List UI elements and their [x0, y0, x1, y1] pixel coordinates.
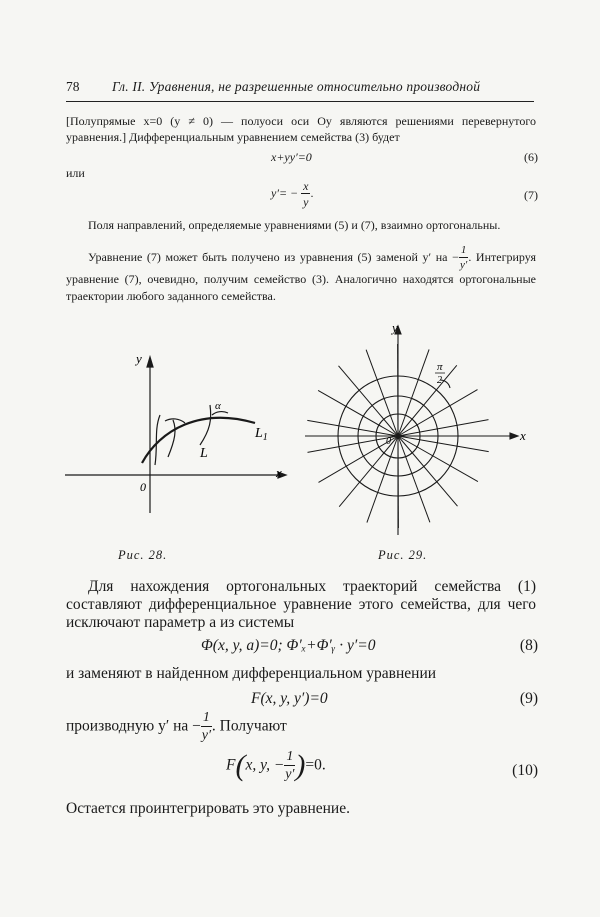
- running-title: Гл. II. Уравнения, не разрешенные относительно производной: [112, 79, 481, 94]
- equation-8-expression: Φ(x, y, a)=0; Φ′ₓ+Φ′ᵧ · y′=0: [201, 637, 376, 654]
- fig29-ray: [366, 350, 398, 436]
- fig29-ray: [398, 365, 457, 436]
- equation-7-numerator: x: [303, 179, 309, 193]
- fig29-angle-numerator: π: [437, 361, 443, 373]
- fig28-traj-2: [168, 420, 175, 457]
- fig29-origin-label: 0: [386, 436, 391, 447]
- equation-7-lhs: y′= −: [271, 185, 299, 200]
- running-header: [66, 79, 534, 101]
- figure-28: [60, 345, 290, 520]
- page-number: 78: [66, 79, 80, 94]
- paragraph-equation-7: Уравнение (7) может быть получено из уравнения (5) заменой y′ на − $\frac{1}{y'}$ . Интегрируя уравнение (7), очевидно, получим семейство (3). Аналогично находятся ортогональные траектории любого заданного семейства.: [66, 244, 536, 303]
- figure-29-caption: Рис. 29.: [378, 548, 428, 562]
- equation-7: [66, 180, 538, 210]
- equation-7-period: .: [310, 185, 314, 200]
- figure-29: [300, 320, 535, 545]
- fig28-curve-L1: [142, 418, 255, 463]
- or-word: или: [66, 166, 85, 180]
- paragraph-replace: и заменяют в найденном дифференциальном уравнении: [66, 665, 437, 682]
- equation-7-number: (7): [524, 188, 538, 202]
- fig28-angle-arc-2: [212, 412, 228, 415]
- final-sentence: Остается проинтегрировать это уравнение.: [66, 800, 350, 817]
- fig28-angle-arc-1: [165, 419, 185, 423]
- fig28-curve-L-label: L: [200, 446, 208, 461]
- equation-9-number: (9): [519, 690, 538, 707]
- figure-28-caption: Рис. 28.: [118, 548, 168, 562]
- equation-6: [66, 150, 538, 170]
- equation-8-number: (8): [519, 637, 538, 654]
- intro-paragraph: [Полупрямые x=0 (y ≠ 0) — полуоси оси Oy являются решениями перевернутого уравнения.] Дифференциальным уравнением семейства (3) будет: [66, 114, 536, 144]
- fig29-ray: [367, 436, 398, 523]
- fig29-angle-denominator: 2: [437, 375, 442, 386]
- fig28-origin-label: 0: [140, 480, 146, 494]
- equation-10: F(x, y, − $\frac{1}{y'}$ )=0. (10): [226, 749, 538, 782]
- fig28-x-label: x: [276, 465, 282, 480]
- fig28-curve-L1-label: $L_1$: [255, 426, 268, 443]
- paragraph-orthogonal: Для нахождения ортогональных траекторий семейства (1) составляют дифференциальное уравнение этого семейства, для чего исключают параметр a из системы: [66, 578, 536, 631]
- fig28-y-label: y: [136, 351, 142, 366]
- fig28-angle-label: α: [215, 400, 221, 412]
- equation-9-expression: F(x, y, y′)=0: [251, 690, 328, 707]
- fig29-ray: [398, 436, 430, 522]
- fig28-y-arrow: [147, 357, 153, 367]
- equation-9: [66, 690, 538, 710]
- equation-10-number: (10): [512, 762, 538, 779]
- paragraph-fields: Поля направлений, определяемые уравнениями (5) и (7), взаимно ортогональны.: [88, 218, 501, 232]
- equation-6-expression: x+yy′=0: [271, 150, 312, 164]
- fig29-y-label: y: [392, 320, 398, 335]
- equation-6-number: (6): [524, 150, 538, 164]
- equation-7-denominator: y: [303, 195, 309, 209]
- fig29-ray: [398, 349, 429, 436]
- fig29-x-label: x: [520, 428, 526, 443]
- fig29-x-arrow: [510, 433, 518, 439]
- fig28-traj-3: [200, 405, 211, 445]
- equation-8: [66, 637, 538, 657]
- paragraph-derivative: производную y′ на − $\frac{1}{y'}$ . Получают: [66, 710, 287, 743]
- header-rule: [66, 101, 534, 102]
